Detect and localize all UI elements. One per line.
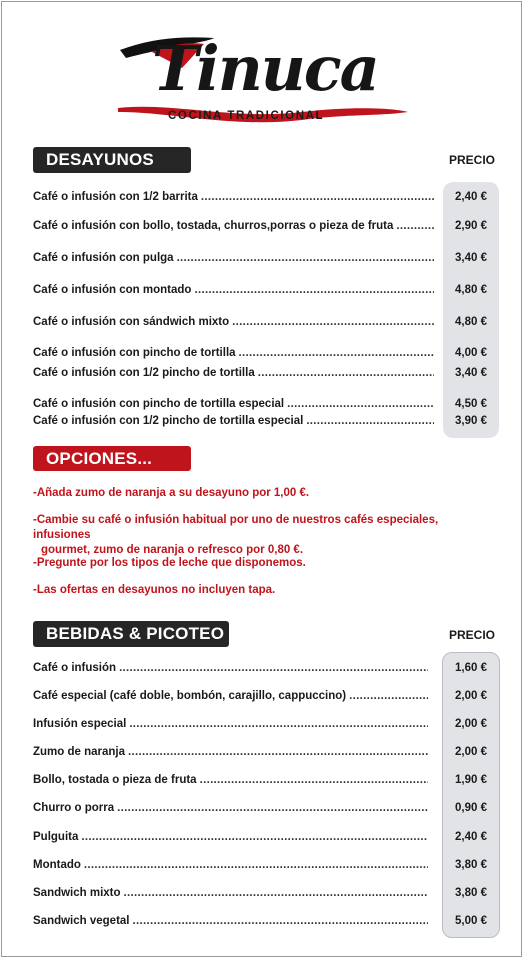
menu-item-row [33, 365, 438, 381]
dot-leader [133, 913, 428, 929]
menu-item-name: Churro o porra [33, 802, 115, 814]
option-note [33, 513, 483, 558]
menu-item-price: 0,90 € [455, 802, 487, 814]
menu-item-row [33, 885, 432, 901]
menu-item-row [33, 857, 432, 873]
menu-item-name: Zumo de naranja [33, 746, 126, 758]
menu-item-price: 3,80 € [455, 859, 487, 871]
menu-item-row [33, 829, 432, 845]
dot-leader [239, 345, 434, 361]
dot-leader [258, 365, 434, 381]
menu-item-price: 2,00 € [455, 718, 487, 730]
menu-item-price: 3,40 € [455, 252, 487, 264]
menu-item-row [33, 413, 438, 429]
logo-wordmark: Tinuca [152, 32, 378, 105]
menu-item-name: Pulguita [33, 831, 79, 843]
menu-item-name: Café o infusión con 1/2 pincho de tortilla [33, 367, 255, 379]
menu-item-row [33, 250, 438, 266]
dot-leader [124, 885, 428, 901]
menu-item-row [33, 772, 432, 788]
menu-item-row [33, 744, 432, 760]
menu-item-price: 4,50 € [455, 398, 487, 410]
menu-item-price: 2,90 € [455, 220, 487, 232]
section-title-desayunos: DESAYUNOS [33, 147, 191, 173]
menu-item-name: Café especial (café doble, bombón, carajillo, cappuccino) [33, 690, 347, 702]
option-line: -Pregunte por los tipos de leche que disponemos. [33, 557, 306, 569]
dot-leader [177, 250, 434, 266]
menu-item-row [33, 396, 438, 412]
menu-item-price: 1,60 € [455, 662, 487, 674]
option-line-continued: gourmet, zumo de naranja o refresco por 0,80 €. [41, 544, 304, 556]
menu-item-name: Infusión especial [33, 718, 127, 730]
menu-item-price: 2,00 € [455, 746, 487, 758]
menu-item-price: 2,00 € [455, 690, 487, 702]
price-header-desayunos: PRECIO [449, 153, 496, 167]
dot-leader [306, 413, 434, 429]
menu-item-price: 2,40 € [455, 191, 487, 203]
menu-item-price: 3,90 € [455, 415, 487, 427]
menu-item-name: Café o infusión con 1/2 pincho de tortilla especial [33, 415, 304, 427]
menu-item-row [33, 913, 432, 929]
option-note [33, 583, 483, 598]
menu-item-price: 4,80 € [455, 316, 487, 328]
option-line: -Cambie su café o infusión habitual por uno de nuestros cafés especiales, infusiones [33, 514, 439, 541]
menu-item-price: 5,00 € [455, 915, 487, 927]
dot-leader [201, 189, 434, 205]
logo-tagline: COCINA TRADICIONAL [168, 110, 325, 122]
menu-item-name: Montado [33, 859, 81, 871]
dot-leader [349, 688, 428, 704]
dot-leader [232, 314, 434, 330]
dot-leader [81, 829, 428, 845]
menu-item-price: 4,80 € [455, 284, 487, 296]
menu-item-name: Café o infusión con 1/2 barrita [33, 191, 198, 203]
dot-leader [84, 857, 428, 873]
dot-leader [200, 772, 428, 788]
menu-item-row [33, 189, 438, 205]
menu-item-price: 4,00 € [455, 347, 487, 359]
price-header-bebidas: PRECIO [449, 628, 496, 642]
menu-item-price: 2,40 € [455, 831, 487, 843]
dot-leader [396, 218, 434, 234]
menu-item-name: Sandwich mixto [33, 887, 121, 899]
menu-item-name: Café o infusión con montado [33, 284, 192, 296]
menu-item-row [33, 218, 438, 234]
dot-leader [117, 800, 428, 816]
menu-item-name: Sandwich vegetal [33, 915, 130, 927]
dot-leader [129, 716, 428, 732]
menu-item-name: Café o infusión con pincho de tortilla [33, 347, 236, 359]
menu-item-name: Café o infusión con pincho de tortilla especial [33, 398, 285, 410]
brand-logo [112, 28, 412, 128]
option-note [33, 486, 483, 501]
section-title-bebidas: BEBIDAS & PICOTEO [33, 621, 229, 647]
option-note [33, 556, 483, 571]
dot-leader [194, 282, 434, 298]
menu-item-name: Bollo, tostada o pieza de fruta [33, 774, 197, 786]
dot-leader [119, 660, 428, 676]
menu-item-price: 1,90 € [455, 774, 487, 786]
menu-item-row [33, 282, 438, 298]
dot-leader [287, 396, 434, 412]
menu-item-name: Café o infusión con bollo, tostada, churros,porras o pieza de fruta [33, 220, 394, 232]
menu-item-row [33, 345, 438, 361]
dot-leader [128, 744, 428, 760]
menu-item-name: Café o infusión [33, 662, 117, 674]
menu-item-price: 3,80 € [455, 887, 487, 899]
menu-item-row [33, 800, 432, 816]
menu-item-row [33, 314, 438, 330]
option-line: -Las ofertas en desayunos no incluyen tapa. [33, 584, 276, 596]
menu-item-price: 3,40 € [455, 367, 487, 379]
menu-item-name: Café o infusión con pulga [33, 252, 174, 264]
menu-item-row [33, 716, 432, 732]
menu-item-row [33, 660, 432, 676]
option-line: -Añada zumo de naranja a su desayuno por 1,00 €. [33, 487, 310, 499]
menu-item-row [33, 688, 432, 704]
section-title-opciones: OPCIONES... [33, 446, 191, 471]
menu-item-name: Café o infusión con sándwich mixto [33, 316, 230, 328]
